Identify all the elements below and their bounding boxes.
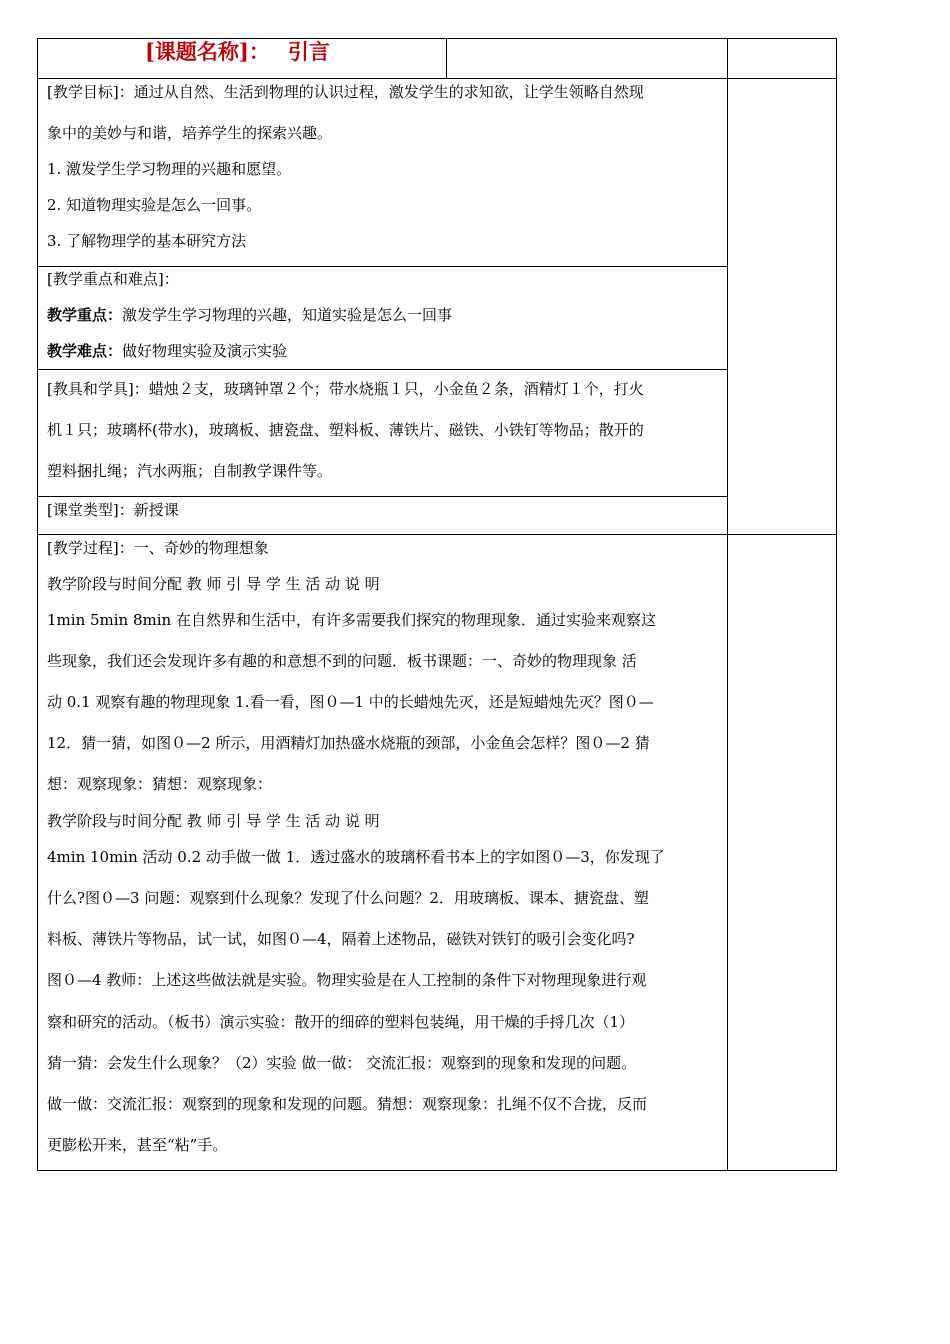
process-line: 些现象，我们还会发现许多有趣的和意想不到的问题．板书课题：一、奇妙的物理现象 活 <box>47 652 637 670</box>
lesson-title-value: 引言 <box>287 39 330 64</box>
process-line: 想：观察现象：猜想：观察现象： <box>47 775 273 793</box>
teaching-difficulty-label: 教学难点： <box>47 342 123 360</box>
teaching-focus-text: 激发学生学习物理的兴趣，知道实验是怎么一回事 <box>122 306 453 324</box>
notes-column-top <box>727 38 837 79</box>
process-line: 动 0.1 观察有趣的物理现象 1.看一看，图０—1 中的长蜡烛先灭，还是短蜡烛先灭？图０— <box>47 693 654 711</box>
process-line: 什么?图０—3 问题：观察到什么现象？发现了什么问题？2．用玻璃板、课本、搪瓷盘、塑 <box>47 889 649 907</box>
process-line: 1min 5min 8min 在自然界和生活中，有许多需要我们探究的物理现象．通过实验来观察这 <box>47 611 656 629</box>
lesson-title-label: [课题名称]： <box>145 39 270 64</box>
process-line: [教学过程]：一、奇妙的物理想象 <box>47 539 269 557</box>
teaching-focus <box>47 305 452 325</box>
process-line: 察和研究的活动。（板书）演示实验：散开的细碎的塑料包装绳，用干燥的手捋几次（1） <box>47 1013 635 1031</box>
objectives-line: 象中的美妙与和谐，培养学生的探索兴趣。 <box>47 124 333 142</box>
teaching-focus-label: 教学重点： <box>47 306 123 324</box>
process-line: 4min 10min 活动 0.2 动手做一做 1．透过盛水的玻璃杯看书本上的字如图０—3，你发现了 <box>47 848 665 866</box>
lesson-type: [课堂类型]：新授课 <box>47 501 179 519</box>
objectives-line: [教学目标]：通过从自然、生活到物理的认识过程，激发学生的求知欲，让学生领略自然现 <box>47 83 644 101</box>
teaching-difficulty-text: 做好物理实验及演示实验 <box>122 342 288 360</box>
key-points-heading: [教学重点和难点]： <box>47 270 179 288</box>
objectives-line: 1. 激发学生学习物理的兴趣和愿望。 <box>47 160 292 178</box>
equipment-line: [教具和学具]：蜡烛２支，玻璃钟罩２个；带水烧瓶１只，小金鱼２条，酒精灯１个，打火 <box>47 380 644 398</box>
title-side-cell <box>446 38 728 79</box>
process-line: 12．猜一猜，如图０—2 所示，用酒精灯加热盛水烧瓶的颈部，小金鱼会怎样？图０—2 猜 <box>47 734 650 752</box>
notes-column-upper <box>727 78 837 535</box>
equipment-line: 塑料捆扎绳；汽水两瓶；自制教学课件等。 <box>47 462 333 480</box>
objectives-line: 3. 了解物理学的基本研究方法 <box>47 232 247 250</box>
process-line: 教学阶段与时间分配 教 师 引 导 学 生 活 动 说 明 <box>47 812 380 830</box>
process-line: 料板、薄铁片等物品，试一试，如图０—4，隔着上述物品，磁铁对铁钉的吸引会变化吗? <box>47 930 635 948</box>
process-line: 教学阶段与时间分配 教 师 引 导 学 生 活 动 说 明 <box>47 575 380 593</box>
teaching-difficulty <box>47 341 287 361</box>
process-line: 更膨松开来，甚至“粘”手。 <box>47 1136 228 1154</box>
objectives-line: 2. 知道物理实验是怎么一回事。 <box>47 196 262 214</box>
notes-column-lower <box>727 534 837 1171</box>
equipment-line: 机１只；玻璃杯(带水)，玻璃板、搪瓷盘、塑料板、薄铁片、磁铁、小铁钉等物品；散开的 <box>47 421 644 439</box>
lesson-title <box>145 39 330 65</box>
process-line: 猜一猜：会发生什么现象？（2）实验 做一做： 交流汇报：观察到的现象和发现的问题。 <box>47 1054 637 1072</box>
process-line: 做一做：交流汇报：观察到的现象和发现的问题。猜想：观察现象：扎绳不仅不合拢，反而 <box>47 1095 648 1113</box>
process-line: 图０—4 教师：上述这些做法就是实验。物理实验是在人工控制的条件下对物理现象进行观 <box>47 971 647 989</box>
